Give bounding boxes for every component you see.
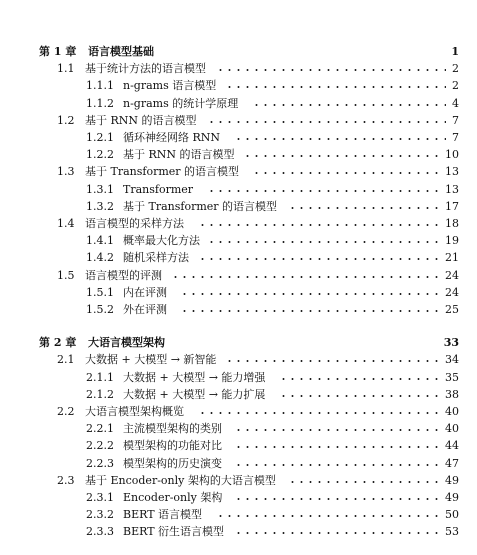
toc-subsection-row[interactable] bbox=[0, 421, 477, 437]
toc-entry-title: 语言模型基础 bbox=[88, 45, 154, 58]
toc-entry-title: 大语言模型架构 bbox=[88, 336, 165, 350]
toc-subsection-row[interactable] bbox=[0, 370, 477, 386]
toc-entry-number: 2.3.1 bbox=[86, 491, 114, 504]
toc-entry-page: 24 bbox=[445, 268, 459, 282]
dot-leader bbox=[180, 310, 439, 312]
toc-entry-number: 1.2.1 bbox=[86, 131, 114, 144]
dot-leader bbox=[288, 481, 439, 483]
dot-leader bbox=[198, 224, 439, 226]
toc-subsection-row[interactable] bbox=[0, 285, 477, 301]
toc-entry-number: 1.2.2 bbox=[86, 148, 114, 162]
dot-leader bbox=[171, 276, 439, 278]
toc-subsection-row[interactable] bbox=[0, 233, 477, 249]
toc-entry-number: 1.1.2 bbox=[86, 96, 114, 110]
toc-subsection-row[interactable] bbox=[0, 250, 477, 266]
toc-entry-page: 53 bbox=[445, 525, 459, 539]
toc-entry-page: 21 bbox=[445, 251, 459, 265]
toc-chapter-row[interactable] bbox=[0, 44, 477, 60]
toc-subsection-row[interactable] bbox=[0, 199, 477, 215]
toc-entry-number: 1.4 bbox=[57, 217, 75, 230]
toc-entry-number: 2.3.3 bbox=[86, 525, 114, 539]
toc-entry-number: 第 1 章 bbox=[39, 45, 77, 58]
toc-entry-page: 35 bbox=[445, 370, 459, 384]
toc-entry-title: n-grams 的统计学原理 bbox=[123, 96, 239, 110]
toc-entry-number: 2.2.3 bbox=[86, 456, 114, 470]
toc-entry-title: 主流模型架构的类别 bbox=[123, 422, 222, 436]
toc-section-row[interactable] bbox=[0, 216, 477, 232]
toc-entry-number: 1.1 bbox=[57, 62, 75, 76]
toc-entry-title: Transformer bbox=[123, 182, 194, 196]
toc-entry-number: 2.3.2 bbox=[86, 508, 114, 522]
toc-entry-title: 语言模型的采样方法 bbox=[85, 217, 184, 230]
toc-subsection-row[interactable] bbox=[0, 78, 477, 94]
toc-entry-number: 1.5 bbox=[57, 268, 75, 282]
toc-entry-title: Encoder-only 架构 bbox=[123, 491, 223, 504]
toc-chapter-row[interactable] bbox=[0, 335, 477, 351]
toc-entry-number: 2.2.2 bbox=[86, 439, 114, 453]
toc-entry-number: 1.1.1 bbox=[86, 79, 114, 93]
toc-section-row[interactable] bbox=[0, 268, 477, 284]
toc-subsection-row[interactable] bbox=[0, 456, 477, 472]
dot-leader bbox=[216, 69, 446, 71]
toc-entry-page: 34 bbox=[445, 353, 459, 367]
toc-entry-title: 概率最大化方法 bbox=[123, 234, 200, 248]
toc-entry-page: 44 bbox=[445, 439, 459, 453]
toc-entry-title: BERT 语言模型 bbox=[123, 508, 203, 522]
dot-leader bbox=[279, 395, 439, 397]
toc-entry-page: 47 bbox=[445, 456, 459, 470]
toc-entry-page: 7 bbox=[452, 113, 459, 127]
toc-entry-page: 40 bbox=[445, 405, 459, 418]
dot-leader bbox=[288, 207, 439, 209]
toc-entry-number: 1.3 bbox=[57, 165, 75, 179]
dot-leader bbox=[207, 241, 439, 243]
toc-entry-page: 33 bbox=[443, 336, 459, 350]
toc-entry-title: 大语言模型架构概览 bbox=[85, 405, 184, 418]
toc-entry-page: 25 bbox=[445, 303, 459, 316]
toc-entry-number: 1.5.2 bbox=[86, 303, 114, 316]
toc-subsection-row[interactable] bbox=[0, 524, 477, 540]
toc-subsection-row[interactable] bbox=[0, 182, 477, 198]
toc-entry-page: 2 bbox=[452, 79, 459, 93]
toc-subsection-row[interactable] bbox=[0, 147, 477, 163]
toc-section-row[interactable] bbox=[0, 404, 477, 420]
toc-entry-page: 13 bbox=[445, 165, 459, 179]
dot-leader bbox=[234, 138, 446, 140]
toc-entry-page: 18 bbox=[445, 217, 459, 230]
dot-leader bbox=[198, 258, 439, 260]
toc-entry-page: 50 bbox=[445, 508, 459, 522]
toc-subsection-row[interactable] bbox=[0, 507, 477, 523]
dot-leader bbox=[225, 360, 439, 362]
toc-entry-page: 2 bbox=[452, 62, 459, 76]
dot-leader bbox=[234, 446, 439, 448]
toc-entry-page: 38 bbox=[445, 387, 459, 401]
toc-entry-title: 基于统计方法的语言模型 bbox=[85, 62, 206, 76]
toc-entry-number: 1.2 bbox=[57, 113, 75, 127]
toc-section-row[interactable] bbox=[0, 113, 477, 129]
dot-leader bbox=[234, 498, 439, 500]
dot-leader bbox=[207, 190, 439, 192]
toc-entry-number: 2.1 bbox=[57, 353, 75, 367]
toc-entry-number: 2.2 bbox=[57, 405, 75, 418]
dot-leader bbox=[279, 378, 439, 380]
toc-entry-title: 外在评测 bbox=[123, 303, 167, 316]
toc-entry-title: 基于 Transformer 的语言模型 bbox=[123, 199, 278, 213]
dot-leader bbox=[198, 412, 439, 414]
toc-subsection-row[interactable] bbox=[0, 438, 477, 454]
toc-entry-page: 4 bbox=[452, 96, 459, 110]
toc-entry-title: 语言模型的评测 bbox=[85, 268, 162, 282]
toc-entry-page: 10 bbox=[445, 148, 459, 162]
dot-leader bbox=[234, 429, 439, 431]
toc-section-row[interactable] bbox=[0, 352, 477, 368]
toc-entry-page: 40 bbox=[445, 422, 459, 436]
toc-subsection-row[interactable] bbox=[0, 387, 477, 403]
toc-section-row[interactable] bbox=[0, 164, 477, 180]
dot-leader bbox=[234, 464, 439, 466]
toc-entry-title: 基于 Encoder-only 架构的大语言模型 bbox=[85, 473, 276, 487]
toc-entry-number: 1.3.1 bbox=[86, 182, 114, 196]
dot-leader bbox=[243, 155, 439, 157]
toc-subsection-row[interactable] bbox=[0, 302, 477, 318]
toc-entry-title: 模型架构的历史演变 bbox=[123, 456, 222, 470]
toc-entry-number: 1.4.2 bbox=[86, 251, 114, 265]
toc-entry-title: 大数据 + 大模型 → 能力增强 bbox=[123, 370, 266, 384]
dot-leader bbox=[252, 172, 439, 174]
toc-entry-page: 13 bbox=[445, 182, 459, 196]
toc-entry-page: 49 bbox=[445, 491, 459, 504]
toc-entry-page: 7 bbox=[452, 131, 459, 144]
toc-entry-number: 第 2 章 bbox=[39, 336, 77, 350]
dot-leader bbox=[225, 86, 446, 88]
toc-entry-title: 模型架构的功能对比 bbox=[123, 439, 222, 453]
toc-entry-title: BERT 衍生语言模型 bbox=[123, 525, 225, 539]
toc-entry-number: 1.4.1 bbox=[86, 234, 114, 248]
toc-entry-title: 大数据 + 大模型 → 新智能 bbox=[85, 353, 217, 367]
toc-section-row[interactable] bbox=[0, 473, 477, 489]
toc-entry-number: 2.2.1 bbox=[86, 422, 114, 436]
toc-entry-number: 1.3.2 bbox=[86, 199, 114, 213]
toc-entry-number: 2.1.2 bbox=[86, 387, 114, 401]
toc-entry-title: 基于 Transformer 的语言模型 bbox=[85, 165, 240, 179]
toc-section-row[interactable] bbox=[0, 61, 477, 77]
toc-entry-title: 基于 RNN 的语言模型 bbox=[85, 113, 197, 127]
toc-entry-page: 19 bbox=[445, 234, 459, 248]
toc-entry-number: 1.5.1 bbox=[86, 285, 114, 299]
toc-entry-page: 49 bbox=[445, 473, 459, 487]
toc-subsection-row[interactable] bbox=[0, 490, 477, 506]
dot-leader bbox=[216, 515, 439, 517]
toc-entry-title: 随机采样方法 bbox=[123, 251, 189, 265]
toc-entry-title: 基于 RNN 的语言模型 bbox=[123, 148, 235, 162]
toc-entry-number: 2.3 bbox=[57, 473, 75, 487]
dot-leader bbox=[234, 532, 439, 534]
toc-subsection-row[interactable] bbox=[0, 130, 477, 146]
dot-leader bbox=[207, 121, 446, 123]
dot-leader bbox=[252, 104, 446, 106]
toc-entry-title: 大数据 + 大模型 → 能力扩展 bbox=[123, 387, 266, 401]
toc-entry-title: 内在评测 bbox=[123, 285, 167, 299]
toc-entry-title: n-grams 语言模型 bbox=[123, 79, 217, 93]
toc-entry-page: 1 bbox=[451, 45, 459, 58]
toc-entry-title: 循环神经网络 RNN bbox=[123, 131, 221, 144]
toc-entry-page: 17 bbox=[445, 199, 459, 213]
dot-leader bbox=[180, 293, 439, 295]
toc-entry-number: 2.1.1 bbox=[86, 370, 114, 384]
toc-entry-page: 24 bbox=[445, 285, 459, 299]
toc-subsection-row[interactable] bbox=[0, 96, 477, 112]
